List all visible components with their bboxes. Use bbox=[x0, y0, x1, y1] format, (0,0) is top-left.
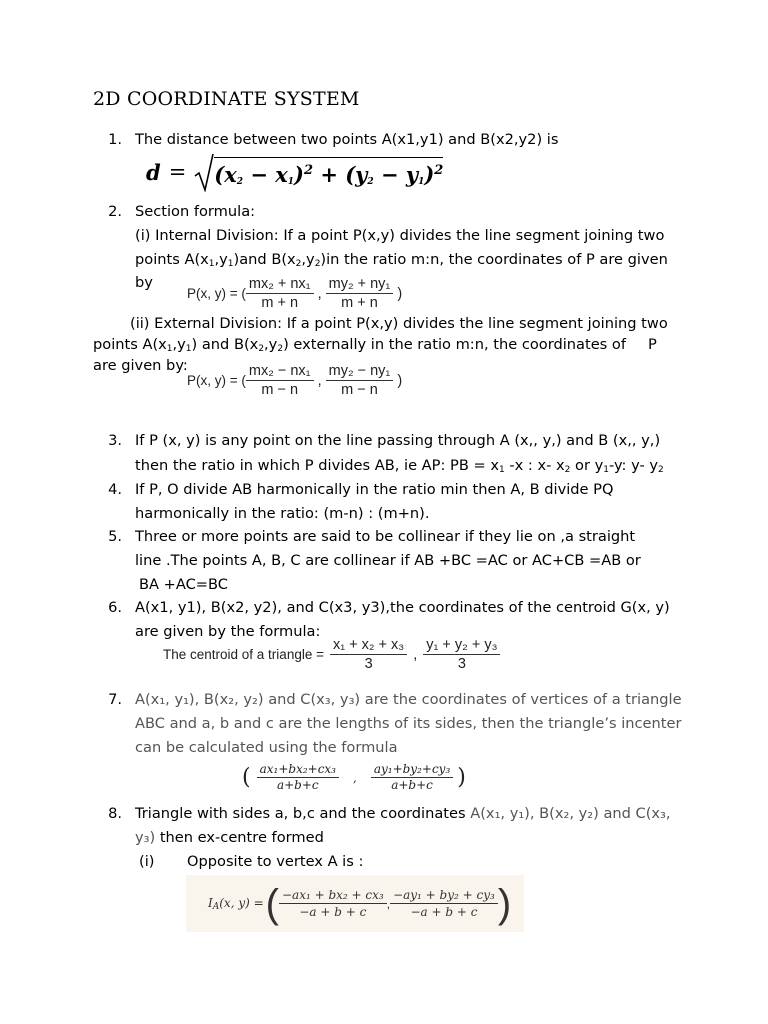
internal-division-text: (i) Internal Division: If a point P(x,y) divides the line segment joining two bbox=[135, 227, 665, 244]
list-item-text: The distance between two points A(x1,y1) and B(x2,y2) is bbox=[135, 131, 559, 148]
external-division-text: (ii) External Division: If a point P(x,y) divides the line segment joining two bbox=[130, 315, 668, 332]
section-heading: Section formula: bbox=[135, 203, 256, 220]
list-item-text: Triangle with sides a, b,c and the coordinates A(x₁, y₁), B(x₂, y₂) and C(x₃, bbox=[135, 805, 671, 822]
external-division-text: points $A(x_1,y_1)$ and $B(x_2,y_2)$ externally in the ratio m:n, the coordinates of bbox=[93, 336, 626, 354]
list-number: 4. bbox=[108, 481, 122, 498]
list-number: 8. bbox=[108, 805, 122, 822]
list-item-text: If P (x, y) is any point on the line passing through A (x,, y,) and B (x,, y,) bbox=[135, 432, 661, 449]
list-number: 7. bbox=[108, 691, 122, 708]
list-item-text: BA +AC=BC bbox=[139, 576, 228, 593]
sub-list-text: Opposite to vertex A is : bbox=[187, 853, 364, 870]
incenter-formula: ( $\frac{\text{ax₁+bx₂+cx₃}}{a+b+c}$ , $\frac{\text{ay₁+by₂+cy₃}}{a+b+c}$ ) bbox=[242, 762, 466, 792]
list-item-text: y₃) then ex-centre formed bbox=[135, 829, 324, 846]
internal-division-text: by bbox=[135, 274, 153, 291]
distance-formula: d = $(x_2 - x_1)^2 + (y_2 - y_1)^2$ bbox=[146, 152, 443, 192]
list-item-text: A(x₁, y₁), B(x₂, y₂) and C(x₃, y₃) are the coordinates of vertices of a triangle bbox=[135, 691, 682, 708]
external-division-text: P bbox=[648, 336, 657, 353]
excentre-formula: $I_A(x$, y) = ( $\frac{\text{−ax₁ + bx₂ + cx₃}}{-a + b + c}$ , $\frac{\text{−ay₁ + by₂ + cy₃}}{-a + b + c}$ ) bbox=[186, 875, 524, 932]
list-item-text: A(x1, y1), B(x2, y2), and C(x3, y3),the coordinates of the centroid G(x, y) bbox=[135, 599, 670, 616]
centroid-formula: The centroid of a triangle = $\frac{\text{x₁ + x₂ + x₃}}{3}$ , $\frac{\text{y₁ + y₂ + y₃}}{3}$ bbox=[163, 636, 500, 673]
list-item-text: ABC and a, b and c are the lengths of its sides, then the triangle’s incenter bbox=[135, 715, 682, 732]
list-item-text: are given by the formula: bbox=[135, 623, 321, 640]
sub-list-number: (i) bbox=[139, 853, 155, 870]
list-item-text: If P, O divide AB harmonically in the ratio min then A, B divide PQ bbox=[135, 481, 614, 498]
list-number: 2. bbox=[108, 203, 122, 220]
list-number: 5. bbox=[108, 528, 122, 545]
list-number: 1. bbox=[108, 131, 122, 148]
list-item-text: then the ratio in which P divides AB, ie AP: PB = $x_1$ -x : x- $x_2$ or $y_1-y$: y- $y_2$ bbox=[135, 457, 664, 475]
internal-division-text: points $A(x_1,y_1)and$ $B(x_2,y_2)in$ the ratio m:n, the coordinates of P are given bbox=[135, 251, 668, 269]
external-division-formula: P(x, y) = ( $\frac{\text{mx₂ − nx₁}}{m - n}$ , $\frac{\text{my₂ − ny₁}}{m - n}$ ) bbox=[187, 363, 403, 398]
list-item-text: line .The points A, B, C are collinear if AB +BC =AC or AC+CB =AB or bbox=[135, 552, 641, 569]
sqrt-icon bbox=[194, 152, 214, 192]
list-number: 3. bbox=[108, 432, 122, 449]
list-item-text: can be calculated using the formula bbox=[135, 739, 398, 756]
list-item-text: Three or more points are said to be collinear if they lie on ,a straight bbox=[135, 528, 636, 545]
page-title: 2D COORDINATE SYSTEM bbox=[93, 88, 360, 110]
list-number: 6. bbox=[108, 599, 122, 616]
list-item-text: harmonically in the ratio: (m-n) : (m+n). bbox=[135, 505, 430, 522]
internal-division-formula: P(x, y) = ( $\frac{\text{mx₂ + nx₁}}{m + n}$ , $\frac{\text{my₂ + ny₁}}{m + n}$ ) bbox=[187, 276, 403, 311]
external-division-text: are given by: bbox=[93, 357, 188, 374]
